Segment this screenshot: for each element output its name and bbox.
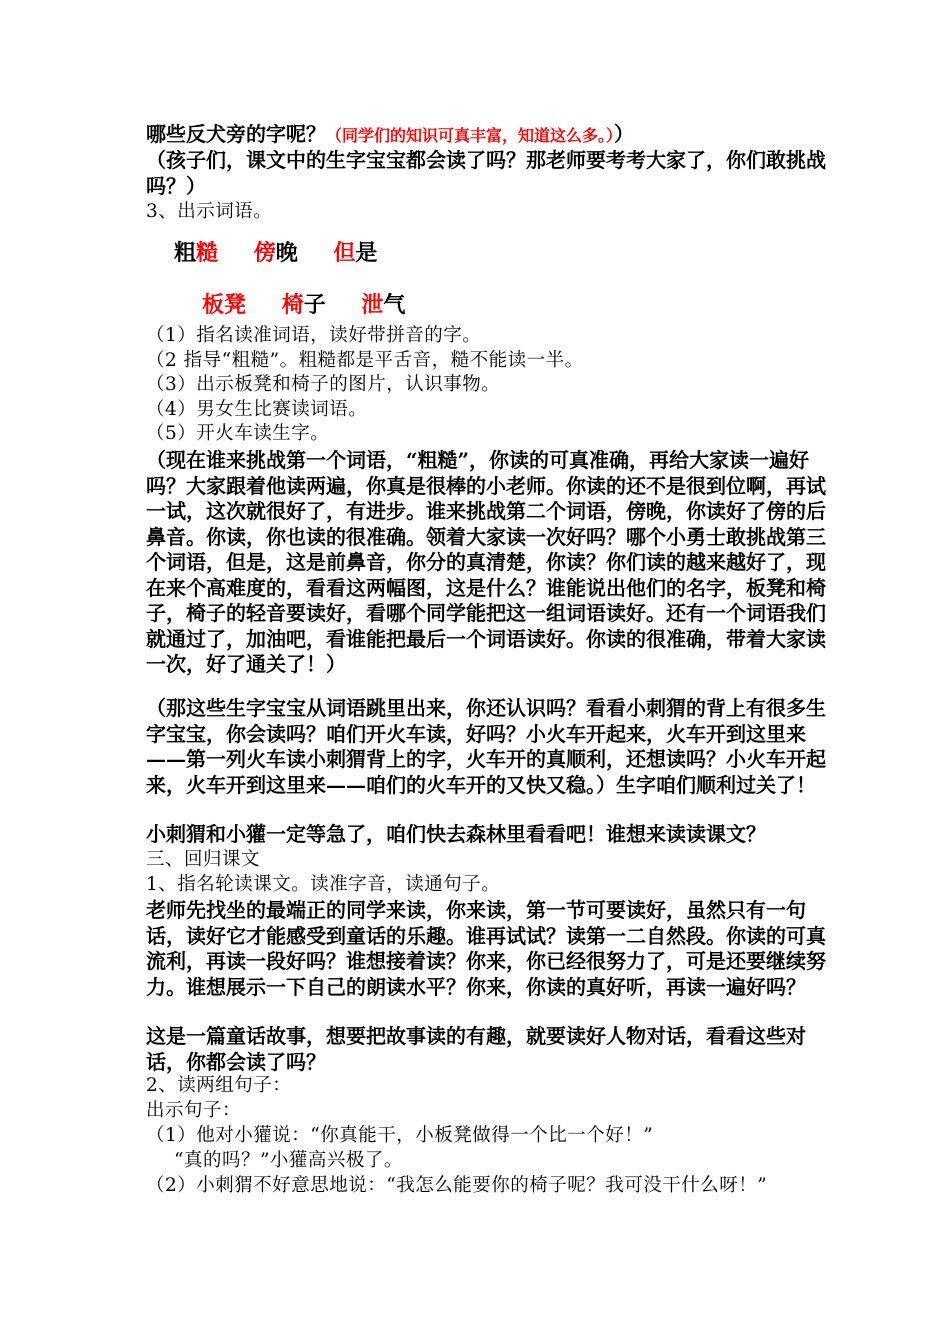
word-red: 椅 [281, 292, 304, 318]
word-bangwan [254, 240, 298, 266]
step-item: （1）指名读准词语，读好带拼音的字。 [146, 325, 482, 346]
paragraph-train: （那这些生字宝宝从词语跳里出来，你还认识吗？看看小刺猬的背上有很多生字宝宝，你会读吗？咱们开火车读，好吗？小火车开起来，火车开到这里来——第一列火车读小刺猬背上的字，火车开的真顺利，还想读吗？小火车开起来，火车开到这里来——咱们的火车开的又快又稳。）生字咱们顺利过关了！ [146, 696, 826, 797]
word-bandeng [202, 292, 246, 318]
word-row-2 [202, 288, 405, 319]
steps-list [146, 324, 826, 447]
step-item: （2 指导“粗糙”。粗糙都是平舌音，糙不能读一半。 [146, 349, 584, 371]
sentence-2: （2）小刺猬不好意思地说：“我怎么能要你的椅子呢？我可没干什么呀！” [146, 1175, 768, 1196]
intro-question: 哪些反犬旁的字呢？ [146, 122, 326, 146]
word-plain: 是 [355, 240, 378, 266]
step-read: 1、指名轮读课文。读准字音，读通句子。 [146, 874, 501, 895]
word-xieqi [361, 292, 405, 318]
step-3: 3、出示词语。 [146, 201, 273, 222]
word-plain: 子 [303, 292, 326, 318]
step-2: 2、读两组句子： [146, 1075, 292, 1096]
step-item: （5）开火车读生字。 [146, 423, 330, 444]
paragraph-reading: 老师先找坐的最端正的同学来读，你来读，第一节可要读好，虽然只有一句话，读好它才能感受到童话的乐趣。谁再试试？读第一二自然段。你读的可真流利，再读一段好吗？谁想接着读？你来，你已经很努力了，可是还要继续努力。谁想展示一下自己的朗读水平？你来，你读的真好听，再读一遍好吗？ [146, 898, 826, 999]
word-row-1 [174, 236, 377, 267]
word-plain: 晚 [275, 240, 298, 266]
show-sentences: 出示句子： [146, 1100, 242, 1121]
paragraph-challenge: （现在谁来挑战第一个词语，“粗糙”，你读的可真准确，再给大家读一遍好吗？大家跟着他读两遍，你真是很棒的小老师。你读的还不是很到位啊，再试一试，这次就很好了，有进步。谁来挑战第二个词语，傍晚，你读好了傍的后鼻音。你读，你也读的很准确。领着大家读一次好吗？哪个小勇士敢挑战第三个词语，但是，这是前鼻音，你分的真清楚，你读？你们读的越来越好了，现在来个高难度的，看看这两幅图，这是什么？谁能说出他们的名字，板凳和椅子，椅子的轻音要读好，看哪个同学能把这一组词语读好。还有一个词语我们就通过了，加油吧，看谁能把最后一个词语读好。你读的很准确，带着大家读一次，好了通关了！） [146, 448, 826, 676]
intro-close-paren: ） [614, 122, 635, 146]
paragraph-dialogue: 这是一篇童话故事，想要把故事读的有趣，就要读好人物对话，看看这些对话，你都会读了吗？ [146, 1024, 806, 1074]
word-plain: 气 [383, 292, 406, 318]
intro-line1 [146, 122, 826, 149]
section-3-heading: 三、回归课文 [146, 849, 261, 870]
sentence-1-reply: “真的吗？”小獾高兴极了。 [174, 1150, 403, 1171]
word-red: 板凳 [202, 292, 247, 318]
intro-line2: （孩子们，课文中的生字宝宝都会读了吗？那老师要考考大家了，你们敢挑战吗？） [146, 148, 826, 198]
step-item: （4）男女生比赛读词语。 [146, 398, 368, 420]
word-plain: 粗 [174, 240, 197, 266]
word-red: 傍 [253, 240, 276, 266]
word-red: 泄 [361, 292, 384, 318]
word-danshi [333, 240, 377, 266]
word-red: 糙 [196, 240, 219, 266]
step-item: （3）出示板凳和椅子的图片，认识事物。 [146, 374, 501, 395]
teacher-praise: （同学们的知识可真丰富，知道这么多。） [326, 126, 615, 145]
paragraph-forest: 小刺猬和小獾一定等急了，咱们快去森林里看看吧！谁想来读读课文？ [146, 822, 766, 846]
word-red: 但 [333, 240, 356, 266]
word-yizi [282, 292, 326, 318]
word-cucao [174, 240, 218, 266]
sentence-1: （1）他对小獾说：“你真能干，小板凳做得一个比一个好！” [146, 1125, 654, 1146]
